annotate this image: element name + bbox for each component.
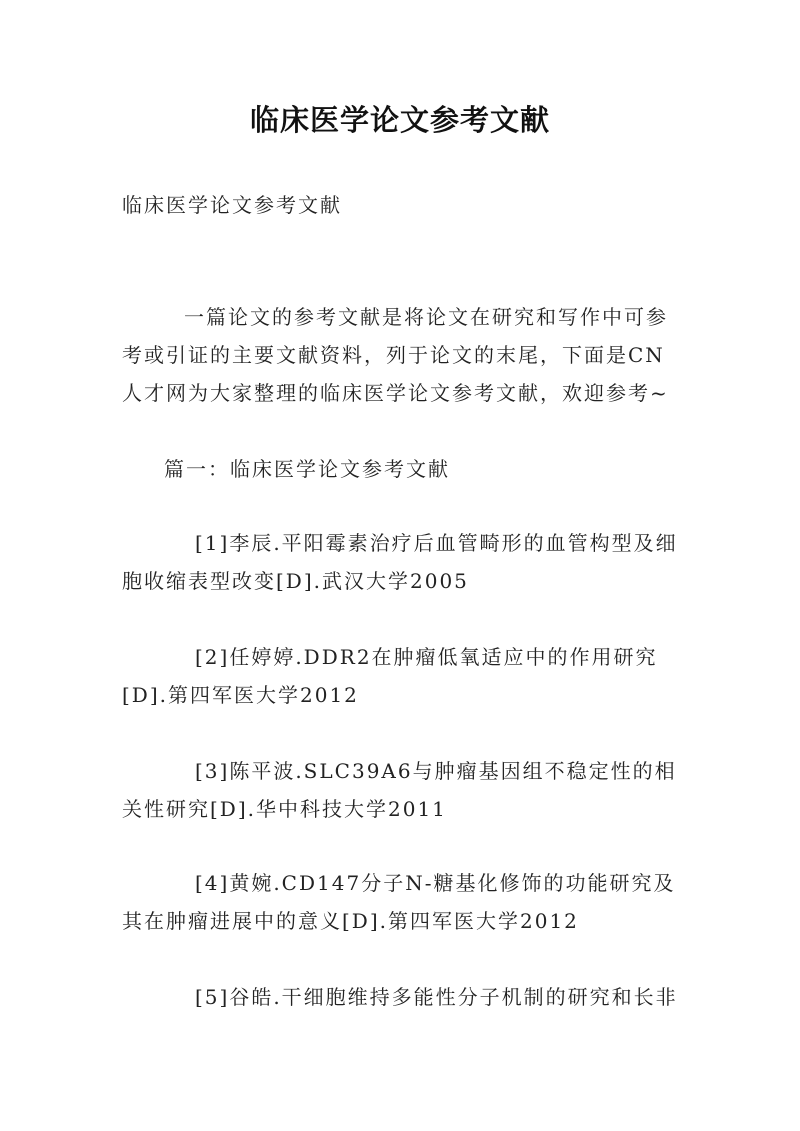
reference-item: [2]任婷婷.DDR2在肿瘤低氧适应中的作用研究[D].第四军医大学2012 bbox=[122, 645, 658, 707]
document-subtitle: 临床医学论文参考文献 bbox=[122, 193, 342, 217]
reference-item: [1]李辰.平阳霉素治疗后血管畸形的血管构型及细胞收缩表型改变[D].武汉大学2005 bbox=[122, 531, 678, 593]
reference-item: [4]黄婉.CD147分子N-糖基化修饰的功能研究及其在肿瘤进展中的意义[D].第四军医大学2012 bbox=[122, 871, 676, 933]
reference-item: [5]谷皓.干细胞维持多能性分子机制的研究和长非 bbox=[195, 985, 678, 1009]
reference-item: [3]陈平波.SLC39A6与肿瘤基因组不稳定性的相关性研究[D].华中科技大学2011 bbox=[122, 759, 677, 821]
intro-paragraph: 一篇论文的参考文献是将论文在研究和写作中可参考或引证的主要文献资料，列于论文的末尾，下面是CN人才网为大家整理的临床医学论文参考文献，欢迎参考~ bbox=[122, 305, 669, 405]
section-heading: 篇一：临床医学论文参考文献 bbox=[164, 457, 450, 481]
page-title: 临床医学论文参考文献 bbox=[249, 103, 550, 137]
